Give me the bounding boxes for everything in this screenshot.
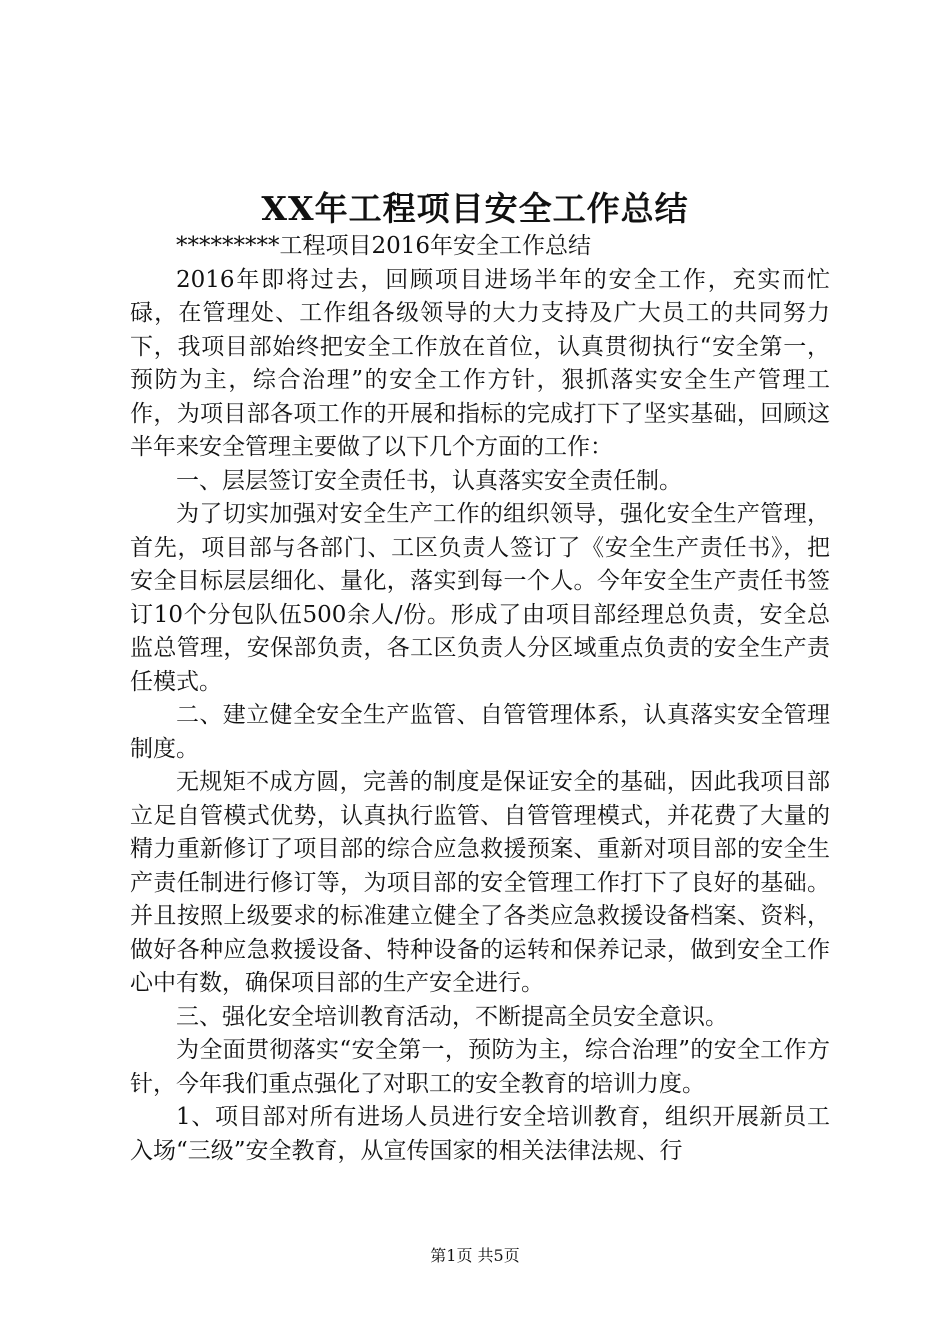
paragraph-item-1: 1、项目部对所有进场人员进行安全培训教育，组织开展新员工入场“三级”安全教育，从宣传国家的相关法律法规、行: [130, 1104, 830, 1164]
document-title: XX年工程项目安全工作总结: [261, 189, 689, 228]
page-number: 第1页 共5页: [430, 1246, 520, 1265]
paragraph-section-3: 为全面贯彻落实“安全第一，预防为主，综合治理”的安全工作方针，今年我们重点强化了对职工的安全教育的培训力度。: [130, 1037, 830, 1097]
section-heading-3: 三、强化安全培训教育活动，不断提高全员安全意识。: [176, 1003, 728, 1030]
paragraph-section-1: 为了切实加强对安全生产工作的组织领导，强化安全生产管理，首先，项目部与各部门、工区负责人签订了《安全生产责任书》，把安全目标层层细化、量化，落实到每一个人。今年安全生产责任书签订10个分包队伍500余人/份。形成了由项目部经理总负责，安全总监总管理，安保部负责，各工区负责人分区域重点负责的安全生产责任模式。: [130, 501, 830, 695]
paragraph-section-2: 无规矩不成方圆，完善的制度是保证安全的基础，因此我项目部立足自管模式优势，认真执行监管、自管管理模式，并花费了大量的精力重新修订了项目部的综合应急救援预案、重新对项目部的安全生产责任制进行修订等，为项目部的安全管理工作打下了良好的基础。并且按照上级要求的标准建立健全了各类应急救援设备档案、资料，做好各种应急救援设备、特种设备的运转和保养记录，做到安全工作心中有数，确保项目部的生产安全进行。: [130, 769, 830, 996]
paragraph-subtitle: *********工程项目2016年安全工作总结: [176, 233, 592, 259]
paragraph-intro: 2016年即将过去，回顾项目进场半年的安全工作，充实而忙碌，在管理处、工作组各级领导的大力支持及广大员工的共同努力下，我项目部始终把安全工作放在首位，认真贯彻执行“安全第一，预防为主，综合治理”的安全工作方针，狠抓落实安全生产管理工作，为项目部各项工作的开展和指标的完成打下了坚实基础，回顾这半年来安全管理主要做了以下几个方面的工作：: [130, 266, 830, 460]
section-heading-1: 一、层层签订安全责任书，认真落实安全责任制。: [176, 467, 682, 494]
section-heading-2: 二、建立健全安全生产监管、自管管理体系，认真落实安全管理制度。: [130, 702, 830, 762]
document-body: [130, 230, 830, 1168]
